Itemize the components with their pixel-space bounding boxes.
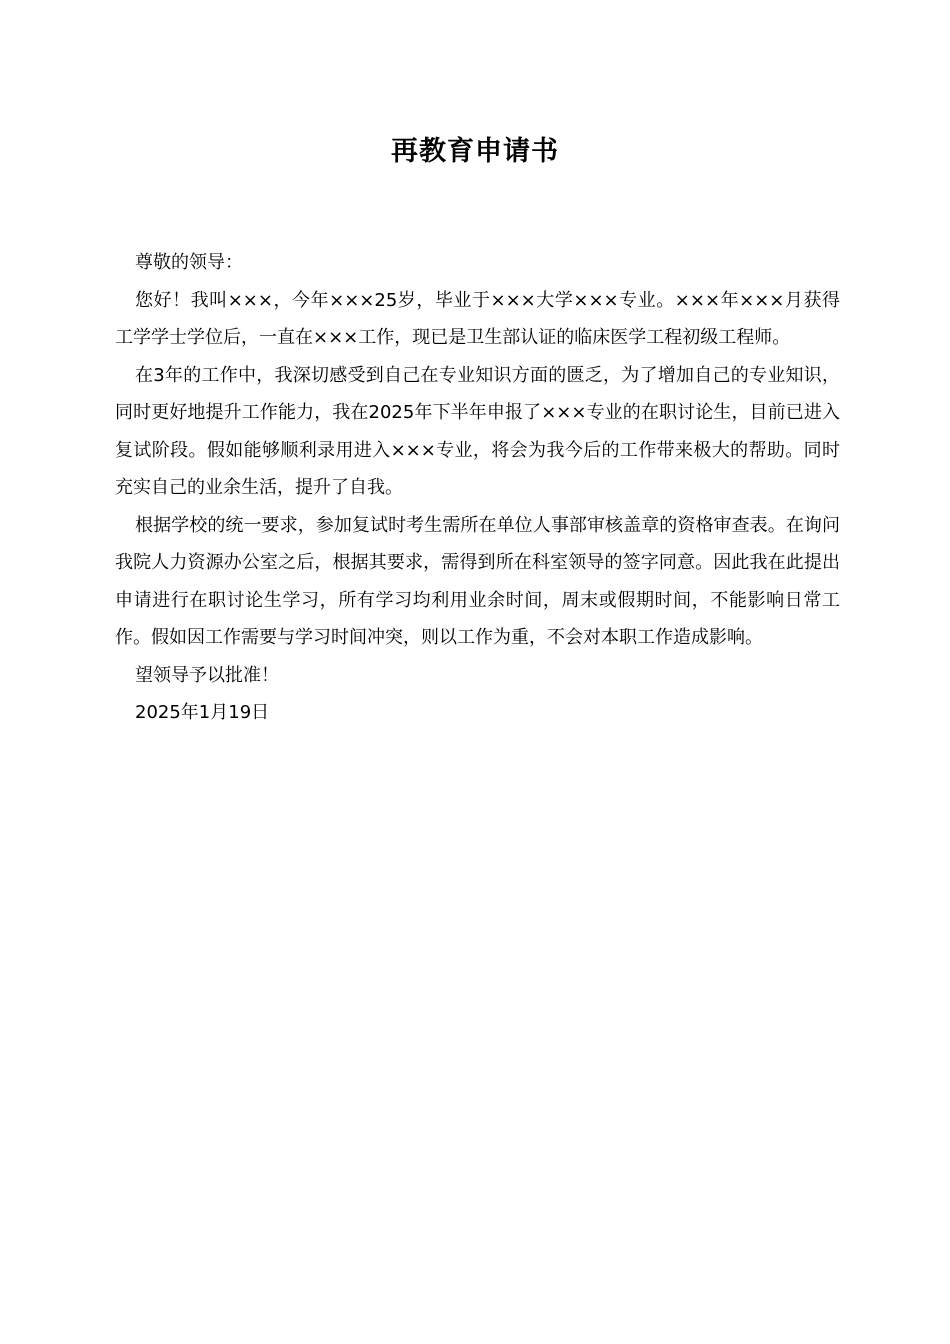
paragraph-request: 根据学校的统一要求，参加复试时考生需所在单位人事部审核盖章的资格审查表。在询问我院人力资源办公室之后，根据其要求，需得到所在科室领导的签字同意。因此我在此提出申请进行在职讨论生学习，所有学习均利用业余时间，周末或假期时间，不能影响日常工作。假如因工作需要与学习时间冲突，则以工作为重，不会对本职工作造成影响。	[115, 514, 840, 648]
closing-line: 望领导予以批准！	[135, 664, 279, 686]
document-title: 再教育申请书	[391, 136, 559, 167]
salutation: 尊敬的领导：	[135, 252, 243, 273]
document-date: 2025年1月19日	[135, 702, 270, 723]
paragraph-motivation: 在3年的工作中，我深切感受到自己在专业知识方面的匮乏，为了增加自己的专业知识，同时更好地提升工作能力，我在2025年下半年申报了×××专业的在职讨论生，目前已进入复试阶段。假如能够顺利录用进入×××专业，将会为我今后的工作带来极大的帮助。同时充实自己的业余生活，提升了自我。	[115, 364, 840, 498]
paragraph-introduction: 您好！我叫×××，今年×××25岁，毕业于×××大学×××专业。×××年×××月获得工学学士学位后，一直在×××工作，现已是卫生部认证的临床医学工程初级工程师。	[115, 289, 840, 348]
document-body	[115, 244, 840, 732]
